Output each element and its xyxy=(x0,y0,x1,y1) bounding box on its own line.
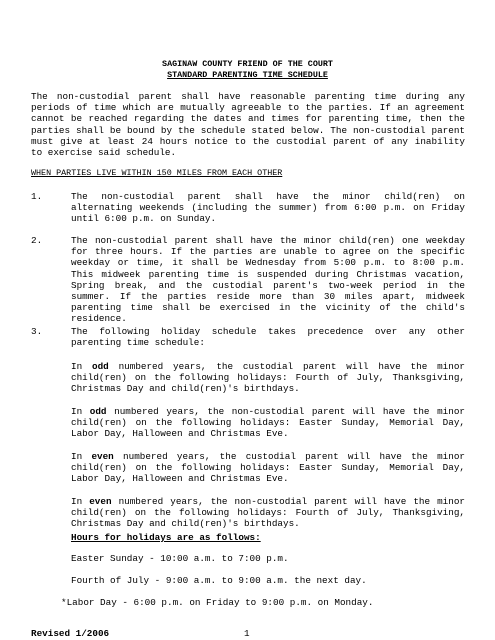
list-item-text: The following holiday schedule takes precedence over any other parenting time schedule: xyxy=(71,326,465,349)
list-item-number: 2. xyxy=(31,235,43,246)
hours-line: Fourth of July - 9:00 a.m. to 9:00 a.m. the next day. xyxy=(71,575,367,586)
holiday-text: numbered years, the custodial parent will have the minor child(ren) on the following holidays: Easter Sunday, Memorial Day, Labor Day, Halloween and Christmas Eve. xyxy=(71,451,465,485)
holiday-year-keyword: odd xyxy=(89,406,107,417)
holiday-text: In xyxy=(71,496,90,507)
list-item-number: 3. xyxy=(31,326,43,337)
holiday-text: numbered years, the non-custodial parent will have the minor child(ren) on the following holidays: Easter Sunday, Memorial Day, Labor Day, Halloween and Christmas Eve. xyxy=(71,406,465,440)
section-heading: WHEN PARTIES LIVE WITHIN 150 MILES FROM EACH OTHER xyxy=(31,168,283,178)
holiday-paragraph xyxy=(71,496,465,530)
list-item-1 xyxy=(31,191,465,225)
list-item-text: The non-custodial parent shall have the minor child(ren) on alternating weekends (including the summer) from 6:00 p.m. on Friday until 6:00 p.m. on Sunday. xyxy=(71,191,465,225)
document-title-line1: SAGINAW COUNTY FRIEND OF THE COURT xyxy=(162,59,333,69)
document-title-line2: STANDARD PARENTING TIME SCHEDULE xyxy=(167,70,328,80)
holiday-year-keyword: odd xyxy=(92,361,109,372)
holiday-year-keyword: even xyxy=(89,496,112,507)
holiday-paragraph xyxy=(71,406,465,440)
holiday-paragraph xyxy=(71,361,465,395)
hours-heading: Hours for holidays are as follows: xyxy=(71,532,261,543)
list-item-2 xyxy=(31,235,465,325)
revised-date: Revised 1/2006 xyxy=(31,628,110,639)
page-number: 1 xyxy=(244,628,250,639)
hours-line: *Labor Day - 6:00 p.m. on Friday to 9:00 p.m. on Monday. xyxy=(61,597,374,608)
hours-line: Easter Sunday - 10:00 a.m. to 7:00 p.m. xyxy=(71,553,289,564)
holiday-paragraph xyxy=(71,451,465,485)
holiday-text: numbered years, the non-custodial parent will have the minor child(ren) on the following holidays: Fourth of July, Thanksgiving, Christmas Day and child(ren)'s birthdays. xyxy=(71,496,465,530)
list-item-3 xyxy=(31,326,465,348)
holiday-text: In xyxy=(71,406,90,417)
list-item-number: 1. xyxy=(31,191,43,202)
holiday-year-keyword: even xyxy=(91,451,114,462)
holiday-text: In xyxy=(71,361,92,372)
holiday-text: In xyxy=(71,451,92,462)
intro-paragraph: The non-custodial parent shall have reasonable parenting time during any periods of time which are mutually agreeable to the parties. If an agreement cannot be reached regarding the dates and times for parenting time, then the parties shall be bound by the schedule stated below. The non-custodial parent must give at least 24 hours notice to the custodial parent of any inability to exercise said schedule. xyxy=(31,91,465,159)
holiday-text: numbered years, the custodial parent will have the minor child(ren) on the following holidays: Fourth of July, Thanksgiving, Christmas Day and child(ren)'s birthdays. xyxy=(71,361,465,395)
list-item-text: The non-custodial parent shall have the minor child(ren) one weekday for three hours. If the parties are unable to agree on the specific weekday or time, it shall be Wednesday from 5:00 p.m. to 8:00 p.m. This midweek parenting time is suspended during Christmas vacation, Spring break, and the custodial parent's two-week period in the summer. If the parties reside more than 30 miles apart, midweek parenting time shall be exercised in the vicinity of the child's residence. xyxy=(71,235,465,325)
